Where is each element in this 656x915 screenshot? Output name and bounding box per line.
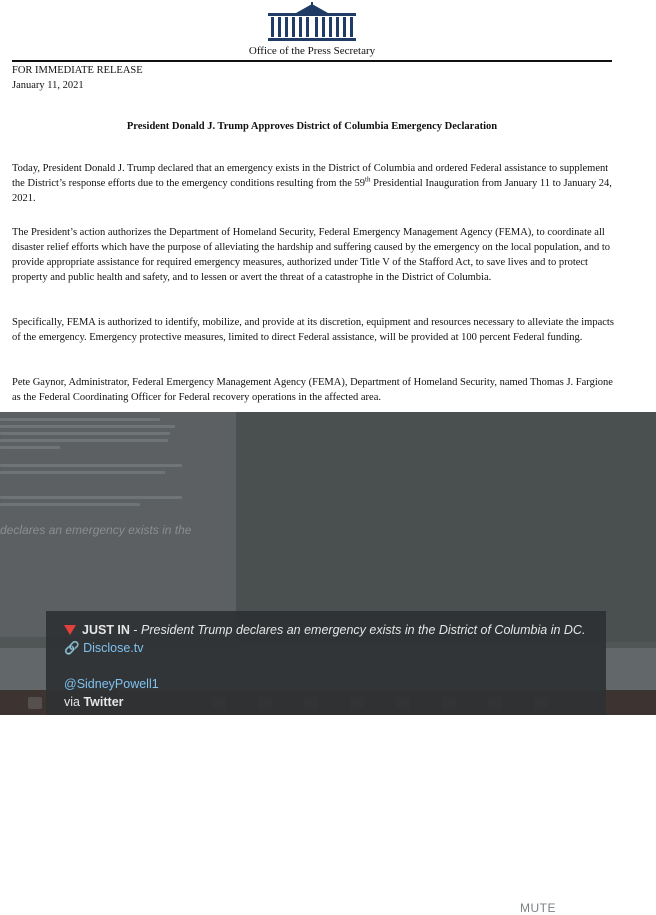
source-link[interactable]: Disclose.tv xyxy=(83,641,144,655)
header-divider xyxy=(12,60,612,62)
office-title: Office of the Press Secretary xyxy=(248,45,376,57)
page-title: President Donald J. Trump Approves District of Columbia Emergency Declaration xyxy=(126,121,498,132)
just-in-tag: JUST IN xyxy=(82,623,130,637)
paragraph-3: Specifically, FEMA is authorized to identify, mobilize, and provide at its discretion, equipment and resources necessary to alleviate the impacts of the emergency. Emergency protective measures, limited to direct Federal assistance, will be provided at 100 percent Federal funding. xyxy=(12,317,614,343)
ordinal-suffix: th xyxy=(365,175,371,184)
release-date: January 11, 2021 xyxy=(12,80,84,91)
via-source: Twitter xyxy=(83,695,124,709)
red-triangle-icon xyxy=(64,625,76,635)
tweet-link-line xyxy=(64,641,144,656)
paragraph-1-text-end: Presidential Inauguration from January 11 to January 24, 2021. xyxy=(12,178,612,204)
tweet-headline: President Trump declares an emergency exists in the District of Columbia in DC. xyxy=(141,623,586,637)
taskbar-app-icon[interactable] xyxy=(28,697,42,709)
video-frame xyxy=(236,412,656,642)
press-release-document xyxy=(0,0,656,412)
link-icon: 🔗 xyxy=(64,641,80,655)
release-info xyxy=(12,63,143,93)
via-line xyxy=(64,695,124,709)
blurred-document-frame xyxy=(0,412,236,637)
tweet-separator: - xyxy=(129,623,142,637)
background-caption: declares an emergency exists in the xyxy=(0,523,192,537)
tweet-headline-line xyxy=(64,623,585,637)
release-label: FOR IMMEDIATE RELEASE xyxy=(12,65,143,76)
paragraph-4: Pete Gaynor, Administrator, Federal Emergency Management Agency (FEMA), Department of Homeland Security, named Thomas J. Fargione as the Federal Coordinating Officer for Federal recovery operations in the affected area. xyxy=(12,377,613,403)
mute-button[interactable]: MUTE xyxy=(520,901,556,915)
paragraph-1 xyxy=(12,161,618,206)
tweet-overlay xyxy=(46,611,606,715)
via-label: via xyxy=(64,695,80,709)
white-house-logo xyxy=(266,2,358,42)
tweet-handle[interactable]: @SidneyPowell1 xyxy=(64,677,159,691)
paragraph-1-text: Today, President Donald J. Trump declared that an emergency exists in the District of Columbia and ordered Federal assistance to supplement the District’s response efforts due to the emergency conditions resulting from the 59 xyxy=(12,163,609,189)
paragraph-2: The President’s action authorizes the Department of Homeland Security, Federal Emergency Management Agency (FEMA), to coordinate all disaster relief efforts which have the purpose of alleviating the hardship and suffering caused by the emergency on the local population, and to provide appropriate assistance for required emergency measures, authorized under Title V of the Stafford Act, to save lives and to protect property and public health and safety, and to lessen or avert the threat of a catastrophe in the District of Columbia. xyxy=(12,227,611,283)
